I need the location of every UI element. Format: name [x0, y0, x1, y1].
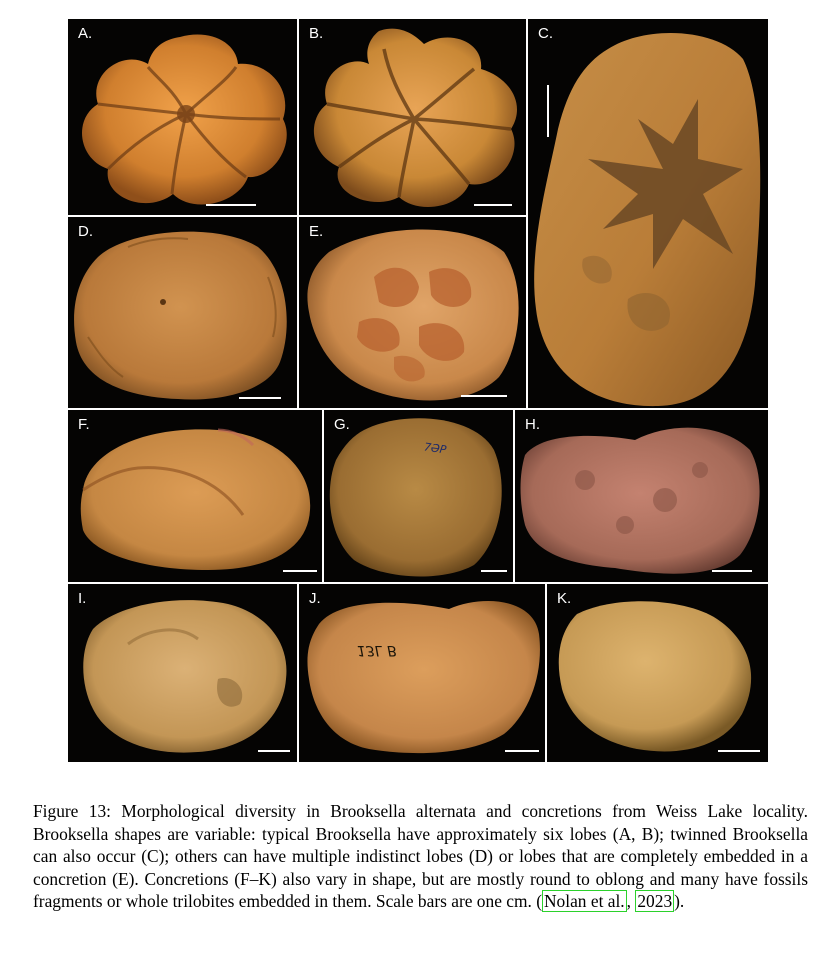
specimen-c-image — [528, 19, 768, 408]
specimen-e-image — [299, 217, 526, 408]
panel-label: E. — [309, 223, 324, 240]
scale-bar — [505, 750, 539, 752]
panel-d — [68, 217, 297, 408]
citation-link-year[interactable]: 2023 — [637, 891, 673, 912]
panel-label: H. — [525, 416, 540, 433]
specimen-h-image — [515, 410, 768, 582]
panel-g — [324, 410, 513, 582]
specimen-d-image — [68, 217, 297, 408]
figure-caption — [33, 800, 808, 913]
scale-bar — [239, 397, 281, 399]
panel-i — [68, 584, 297, 762]
panel-j — [299, 584, 545, 762]
scale-bar — [461, 395, 507, 397]
caption-end: ). — [674, 891, 685, 912]
panel-k — [547, 584, 768, 762]
specimen-mark: 7ƏP — [423, 440, 448, 457]
panel-label: G. — [334, 416, 350, 433]
caption-text: Figure 13: Morphological diversity in Brooksella alternata and concretions from Weiss Lake locality. Brooksella shapes are variable: typical Brooksella have approximately six lobes (A, B); twinned Brooksella can also occur (C); others can have multiple indistinct lobes (D) or lobes that are completely embedded in a concretion (E). Concretions (F–K) also vary in shape, but are mostly round to oblong and many have fossils fragments or whole trilobites embedded in them. Scale bars are one cm. ( — [33, 801, 808, 912]
citation-link-author[interactable]: Nolan et al. — [544, 891, 625, 912]
figure-plate — [68, 19, 768, 762]
panel-e — [299, 217, 526, 408]
specimen-b-image — [299, 19, 526, 215]
panel-f — [68, 410, 322, 582]
scale-bar — [283, 570, 317, 572]
specimen-a-image — [68, 19, 297, 215]
panel-label: J. — [309, 590, 321, 607]
panel-label: D. — [78, 223, 93, 240]
panel-b — [299, 19, 526, 215]
scale-bar — [258, 750, 290, 752]
specimen-k-image — [547, 584, 768, 762]
specimen-g-image — [324, 410, 513, 582]
specimen-i-image — [68, 584, 297, 762]
panel-label: I. — [78, 590, 87, 607]
panel-h — [515, 410, 768, 582]
panel-label: C. — [538, 25, 553, 42]
scale-bar — [474, 204, 512, 206]
panel-a — [68, 19, 297, 215]
specimen-mark: 13L B — [357, 642, 397, 658]
panel-label: A. — [78, 25, 93, 42]
citation-separator: , — [626, 891, 636, 912]
scale-bar — [547, 85, 549, 137]
specimen-f-image — [68, 410, 322, 582]
panel-c — [528, 19, 768, 408]
panel-label: F. — [78, 416, 90, 433]
scale-bar — [712, 570, 752, 572]
panel-label: K. — [557, 590, 572, 607]
specimen-j-image — [299, 584, 545, 762]
scale-bar — [481, 570, 507, 572]
scale-bar — [718, 750, 760, 752]
scale-bar — [206, 204, 256, 206]
panel-label: B. — [309, 25, 324, 42]
